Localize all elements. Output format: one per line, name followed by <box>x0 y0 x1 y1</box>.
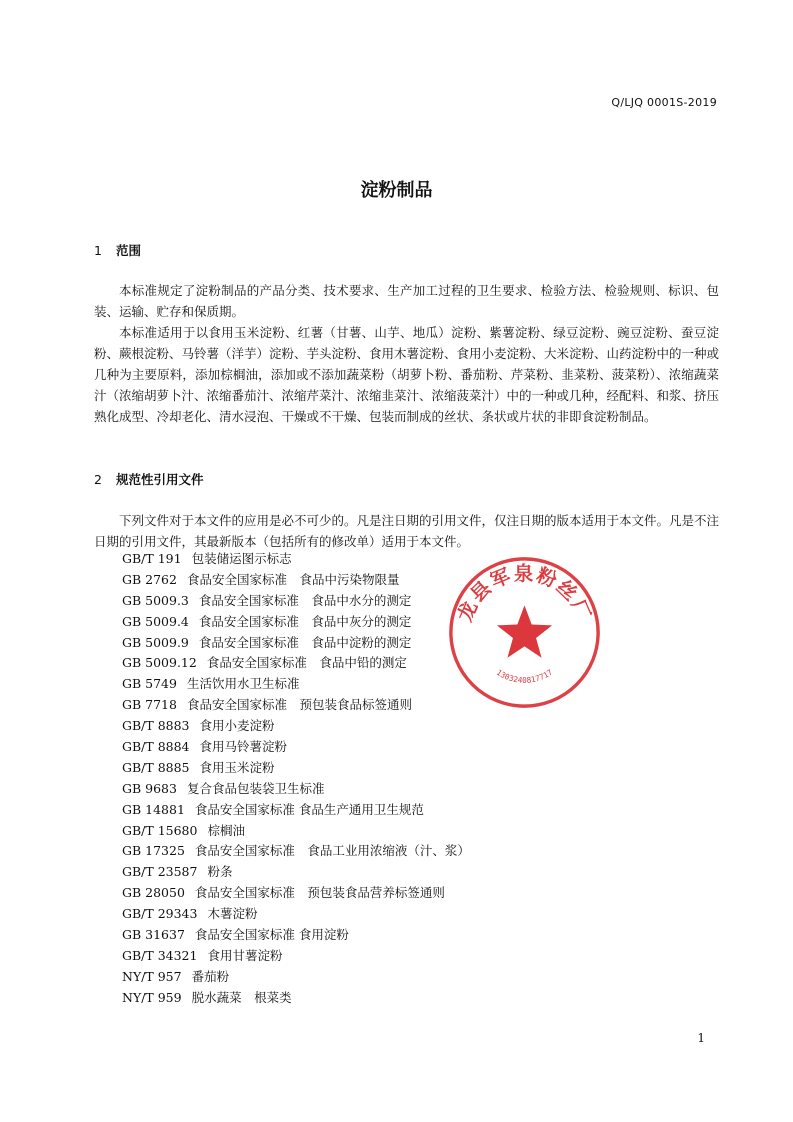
reference-code: GB 5009.12 <box>122 655 197 671</box>
section-2-title: 规范性引用文件 <box>116 472 204 487</box>
reference-code: GB 5009.3 <box>122 592 189 608</box>
reference-code: GB/T 8884 <box>122 739 190 755</box>
reference-code: GB 28050 <box>122 885 185 901</box>
reference-item <box>122 570 470 591</box>
reference-code: GB/T 8885 <box>122 759 190 775</box>
seal-arc-text: 龙县军泉粉丝厂 <box>453 561 596 625</box>
reference-code: GB/T 191 <box>122 551 182 566</box>
reference-item <box>122 800 470 821</box>
reference-title: 包装储运图示标志 <box>191 551 292 566</box>
reference-list <box>122 549 470 1009</box>
reference-item <box>122 737 470 758</box>
reference-item <box>122 988 470 1009</box>
reference-item <box>122 591 470 612</box>
scope-paragraph-1: 本标准规定了淀粉制品的产品分类、技术要求、生产加工过程的卫生要求、检验方法、检验规则、标识、包装、运输、贮存和保质期。 <box>94 283 719 319</box>
reference-title: 复合食品包装袋卫生标准 <box>186 780 325 796</box>
reference-code: GB 31637 <box>122 927 185 943</box>
section-2-number: 2 <box>94 472 102 487</box>
reference-item <box>122 904 470 925</box>
reference-item <box>122 821 470 842</box>
references-intro: 下列文件对于本文件的应用是必不可少的。凡是注日期的引用文件，仅注日期的版本适用于本文件。凡是不注日期的引用文件，其最新版本（包括所有的修改单）适用于本文件。 <box>94 513 720 549</box>
reference-title: 食用甘薯淀粉 <box>207 947 283 963</box>
reference-code: GB 2762 <box>122 571 177 587</box>
section-2-heading <box>94 470 204 488</box>
reference-code: GB 9683 <box>122 780 177 796</box>
reference-item <box>122 653 470 674</box>
reference-item <box>122 549 470 570</box>
reference-title: 食品安全国家标准 食用淀粉 <box>194 927 349 943</box>
reference-item <box>122 779 470 800</box>
reference-title: 食品安全国家标准 食品中淀粉的测定 <box>198 634 412 650</box>
reference-code: NY/T 959 <box>122 989 182 1005</box>
reference-item <box>122 633 470 654</box>
document-title: 淀粉制品 <box>360 180 433 201</box>
reference-title: 食品安全国家标准 预包装食品营养标签通则 <box>194 885 445 901</box>
section-1-title: 范围 <box>116 243 142 258</box>
reference-code: NY/T 957 <box>122 968 182 984</box>
reference-title: 食用马铃薯淀粉 <box>199 739 288 755</box>
scope-paragraph-2: 本标准适用于以食用玉米淀粉、红薯（甘薯、山芋、地瓜）淀粉、紫薯淀粉、绿豆淀粉、豌豆淀粉、蚕豆淀粉、蕨根淀粉、马铃薯（洋芋）淀粉、芋头淀粉、食用木薯淀粉、食用小麦淀粉、大米淀粉、山药淀粉中的一种或几种为主要原料，添加棕榈油，添加或不添加蔬菜粉（胡萝卜粉、番茄粉、芹菜粉、韭菜粉、菠菜粉）、浓缩蔬菜汁（浓缩胡萝卜汁、浓缩番茄汁、浓缩芹菜汁、浓缩韭菜汁、浓缩菠菜汁）中的一种或几种，经配料、和浆、挤压熟化成型、冷却老化、清水浸泡、干燥或不干燥、包装而制成的丝状、条状或片状的非即食淀粉制品。 <box>94 325 720 424</box>
reference-code: GB 7718 <box>122 697 177 713</box>
section-1-number: 1 <box>94 243 102 258</box>
reference-title: 食品安全国家标准 食品中污染物限量 <box>186 571 400 587</box>
section-1-heading <box>94 241 141 259</box>
reference-code: GB/T 23587 <box>122 864 198 880</box>
reference-title: 木薯淀粉 <box>207 906 258 922</box>
reference-title: 食品安全国家标准 食品中铅的测定 <box>206 655 407 671</box>
reference-item <box>122 967 470 988</box>
reference-title: 食用玉米淀粉 <box>199 759 275 775</box>
reference-code: GB 5749 <box>122 676 177 692</box>
reference-item <box>122 612 470 633</box>
reference-code: GB/T 8883 <box>122 718 190 734</box>
reference-title: 食品安全国家标准 食品工业用浓缩液（汁、浆） <box>194 843 470 859</box>
page-number: 1 <box>697 1031 705 1045</box>
reference-title: 番茄粉 <box>191 968 230 984</box>
reference-title: 食用小麦淀粉 <box>199 718 275 734</box>
reference-code: GB 5009.4 <box>122 613 189 629</box>
reference-title: 粉条 <box>207 864 233 880</box>
reference-code: GB/T 34321 <box>122 947 198 963</box>
reference-code: GB 5009.9 <box>122 634 189 650</box>
reference-title: 食品安全国家标准 食品生产通用卫生规范 <box>194 801 424 817</box>
company-seal-stamp <box>447 555 602 710</box>
reference-item <box>122 925 470 946</box>
reference-item <box>122 716 470 737</box>
document-code: Q/LJQ 0001S-2019 <box>611 96 717 109</box>
reference-title: 食品安全国家标准 食品中灰分的测定 <box>198 613 412 629</box>
reference-item <box>122 695 470 716</box>
reference-item <box>122 946 470 967</box>
reference-code: GB/T 29343 <box>122 906 198 922</box>
seal-star-icon <box>497 605 552 657</box>
reference-title: 食品安全国家标准 食品中水分的测定 <box>198 592 412 608</box>
reference-code: GB 14881 <box>122 801 185 817</box>
reference-title: 棕榈油 <box>207 822 245 838</box>
reference-code: GB 17325 <box>122 843 185 859</box>
reference-title: 食品安全国家标准 预包装食品标签通则 <box>186 697 412 713</box>
seal-number: 1303240817717 <box>494 667 555 685</box>
reference-title: 脱水蔬菜 根菜类 <box>191 989 292 1005</box>
reference-item <box>122 841 470 862</box>
reference-item <box>122 862 470 883</box>
reference-title: 生活饮用水卫生标准 <box>186 676 300 692</box>
reference-code: GB/T 15680 <box>122 822 198 838</box>
reference-item <box>122 674 470 695</box>
reference-item <box>122 883 470 904</box>
reference-item <box>122 758 470 779</box>
